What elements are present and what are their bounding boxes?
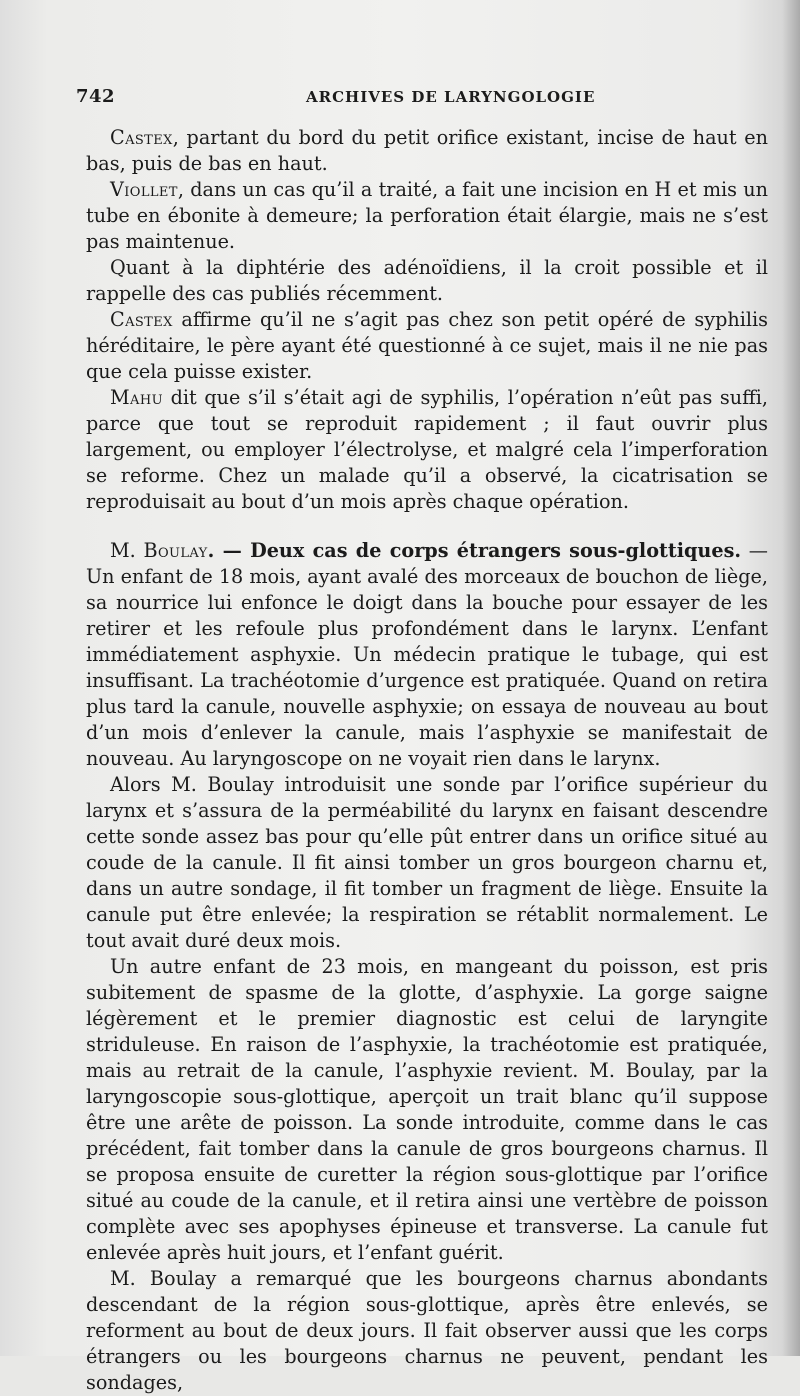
paragraph-text: dit que s’il s’était agi de syphilis, l’opération n’eût pas suffi, parce que tout se reproduit rapidement ; il faut ouvrir plus largement, ou employer l’électrolyse, et malgré cela l’imperforation se reforme. Chez un malade qu’il a observé, la cicatrisation se reproduisait au bout d’un mois après chaque opération. xyxy=(86,386,768,513)
paragraph-diphtheria xyxy=(86,255,768,307)
paragraph-text: — Un enfant de 18 mois, ayant avalé des morceaux de bouchon de liège, sa nourrice lui enfonce le doigt dans la bouche pour essayer de les retirer et les refoule plus profondément dans le larynx. L’enfant immédiatement asphyxie. Un médecin pratique le tubage, qui est insuffisant. La trachéotomie d’urgence est pratiquée. Quand on retira plus tard la canule, nouvelle asphyxie; on essaya de nouveau au bout d’un mois d’enlever la canule, mais l’asphyxie se manifestait de nouveau. Au laryngoscope on ne voyait rien dans le larynx. xyxy=(86,539,768,770)
paragraph-text: affirme qu’il ne s’agit pas chez son petit opéré de syphilis héréditaire, le père ayant été questionné à ce sujet, mais il ne nie pas que cela puisse exister. xyxy=(86,308,768,383)
paragraph-text: Quant à la diphtérie des adénoïdiens, il la croit possible et il rappelle des cas publiés récemment. xyxy=(86,256,768,305)
paragraph-text: Alors M. Boulay introduisit une sonde par l’orifice supérieur du larynx et s’assura de la perméabilité du larynx en faisant descendre cette sonde assez bas pour qu’elle pût entrer dans un orifice situé au coude de la canule. Il fit ainsi tomber un gros bourgeon charnu et, dans un autre sondage, il fit tomber un fragment de liège. Ensuite la canule put être enlevée; la respiration se rétablit normalement. Le tout avait duré deux mois. xyxy=(86,773,768,952)
paragraph-text: , dans un cas qu’il a traité, a fait une incision en H et mis un tube en ébonite à demeure; la perforation était élargie, mais ne s’est pas maintenue. xyxy=(86,178,768,253)
speaker-name: Mahu xyxy=(110,386,163,409)
page-edge-shadow xyxy=(782,0,800,1356)
speaker-name: Castex xyxy=(110,308,173,331)
speaker-prefix: M. xyxy=(110,539,144,562)
page-header xyxy=(76,86,766,110)
paragraph-second-case xyxy=(86,954,768,1266)
communication-title: . — Deux cas de corps étrangers sous-glottiques. xyxy=(207,539,742,562)
speaker-name: Boulay xyxy=(143,539,208,562)
running-title: ARCHIVES DE LARYNGOLOGIE xyxy=(306,88,596,106)
article-body xyxy=(86,125,768,1396)
paragraph-boulay-sonde xyxy=(86,772,768,954)
paragraph-mahu xyxy=(86,385,768,515)
paragraph-castex-incision xyxy=(86,125,768,177)
paragraph-text: M. Boulay a remarqué que les bourgeons charnus abondants descendant de la région sous-glottique, après être enlevés, se reforment au bout de deux jours. Il fait observer aussi que les corps étrangers ou les bourgeons charnus ne peuvent, pendant les sondages, xyxy=(86,1267,768,1394)
paragraph-boulay-communication xyxy=(86,538,768,772)
speaker-name: Castex xyxy=(110,126,173,149)
paragraph-text: , partant du bord du petit orifice existant, incise de haut en bas, puis de bas en haut. xyxy=(86,126,768,175)
paragraph-viollet xyxy=(86,177,768,255)
speaker-name: Viollet xyxy=(110,178,178,201)
paragraph-castex-syphilis xyxy=(86,307,768,385)
paragraph-boulay-remark xyxy=(86,1266,768,1396)
paragraph-text: Un autre enfant de 23 mois, en mangeant du poisson, est pris subitement de spasme de la glotte, d’asphyxie. La gorge saigne légèrement et le premier diagnostic est celui de laryngite striduleuse. En raison de l’asphyxie, la trachéotomie est pratiquée, mais au retrait de la canule, l’asphyxie revient. M. Boulay, par la laryngoscopie sous-glottique, aperçoit un trait blanc qu’il suppose être une arête de poisson. La sonde introduite, comme dans le cas précédent, fait tomber dans la canule de gros bourgeons charnus. Il se proposa ensuite de curetter la région sous-glottique par l’orifice situé au coude de la canule, et il retira ainsi une vertèbre de poisson complète avec ses apophyses épineuse et transverse. La canule fut enlevée après huit jours, et l’enfant guérit. xyxy=(86,955,768,1264)
page-number: 742 xyxy=(76,86,116,107)
